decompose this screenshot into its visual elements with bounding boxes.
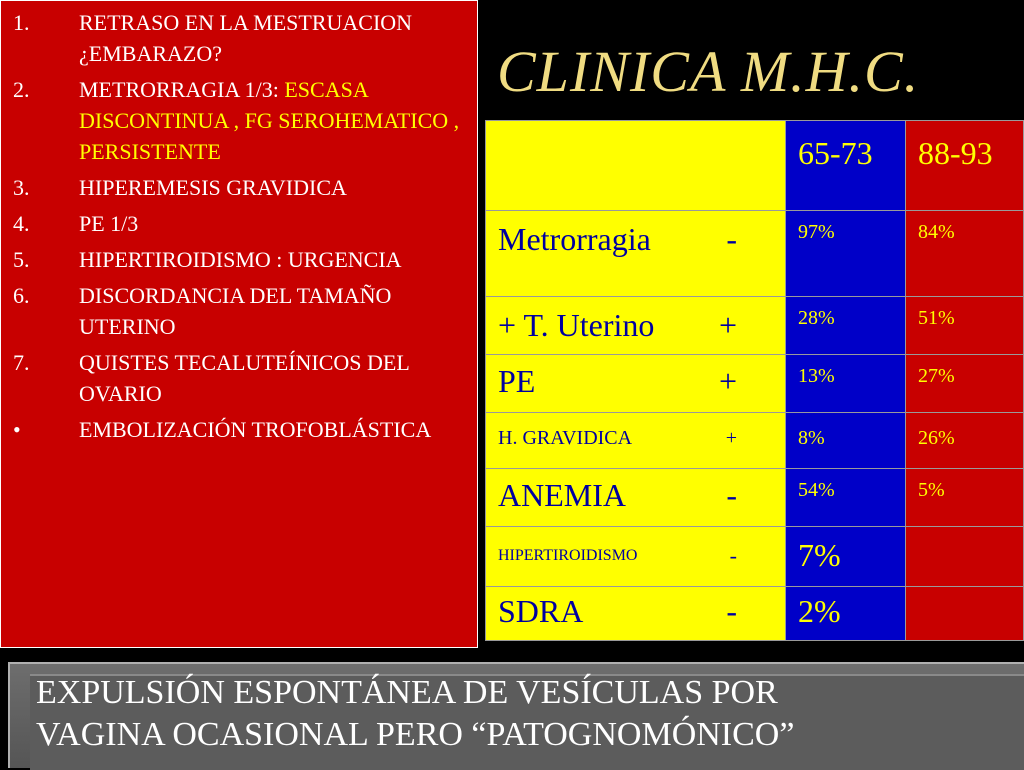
list-item-lead: METRORRAGIA 1/3: bbox=[79, 77, 285, 102]
list-item bbox=[13, 280, 463, 342]
banner-line: VAGINA OCASIONAL PERO “PATOGNOMÓNICO” bbox=[36, 716, 795, 753]
value-cell bbox=[786, 469, 906, 527]
header-label: 88-93 bbox=[918, 135, 993, 171]
value-cell bbox=[786, 355, 906, 413]
row-sign: - bbox=[726, 593, 737, 629]
value-cell bbox=[906, 355, 1024, 413]
list-item bbox=[13, 347, 463, 409]
row-sign: + bbox=[718, 363, 737, 399]
row-label-cell bbox=[486, 297, 786, 355]
list-marker: 1. bbox=[13, 10, 30, 35]
row-label: + T. Uterino bbox=[498, 307, 655, 343]
row-label-cell bbox=[486, 211, 786, 297]
list-item-text: DISCORDANCIA DEL TAMAÑO UTERINO bbox=[79, 283, 392, 339]
table-row bbox=[486, 297, 1024, 355]
list-item bbox=[13, 414, 463, 445]
header-cell-label bbox=[486, 121, 786, 211]
row-label: PE bbox=[498, 363, 536, 399]
value-cell bbox=[906, 587, 1024, 641]
row-label-cell bbox=[486, 469, 786, 527]
header-label: 65-73 bbox=[798, 135, 873, 171]
row-sign: + bbox=[718, 307, 737, 343]
value-88-93 bbox=[918, 527, 1023, 533]
row-label: Metrorragia bbox=[498, 221, 651, 257]
value-88-93: 5% bbox=[918, 479, 945, 501]
header-cell-88-93 bbox=[906, 121, 1024, 211]
value-65-73: 97% bbox=[798, 221, 835, 243]
list-item bbox=[13, 172, 463, 203]
list-marker: 6. bbox=[13, 283, 30, 308]
list-marker: 2. bbox=[13, 77, 30, 102]
row-sign: - bbox=[726, 221, 737, 257]
signs-list bbox=[1, 1, 477, 445]
list-marker: 7. bbox=[13, 350, 30, 375]
value-65-73: 28% bbox=[798, 307, 835, 329]
row-label-cell bbox=[486, 587, 786, 641]
value-88-93: 26% bbox=[918, 427, 955, 449]
list-item bbox=[13, 7, 463, 69]
table-row bbox=[486, 413, 1024, 469]
list-item-text bbox=[79, 74, 463, 167]
list-item-text: HIPEREMESIS GRAVIDICA bbox=[79, 175, 347, 200]
value-cell bbox=[786, 587, 906, 641]
value-cell bbox=[906, 527, 1024, 587]
value-cell bbox=[786, 413, 906, 469]
value-88-93: 27% bbox=[918, 365, 955, 387]
table-row bbox=[486, 469, 1024, 527]
table-row bbox=[486, 355, 1024, 413]
value-cell bbox=[906, 469, 1024, 527]
value-cell bbox=[786, 527, 906, 587]
page-title: CLINICA M.H.C. bbox=[497, 39, 920, 104]
value-65-73: 54% bbox=[798, 479, 835, 501]
statistics-table bbox=[485, 120, 1024, 641]
value-cell bbox=[786, 297, 906, 355]
row-label-cell bbox=[486, 527, 786, 587]
list-marker: 3. bbox=[13, 175, 30, 200]
list-item bbox=[13, 208, 463, 239]
row-label: ANEMIA bbox=[498, 477, 626, 513]
value-65-73: 8% bbox=[798, 427, 825, 449]
table-header-row bbox=[486, 121, 1024, 211]
row-sign: - bbox=[729, 543, 737, 568]
list-item-text: QUISTES TECALUTEÍNICOS DEL OVARIO bbox=[79, 350, 409, 406]
value-65-73: 13% bbox=[798, 365, 835, 387]
value-88-93: 84% bbox=[918, 221, 955, 243]
list-marker: • bbox=[13, 417, 21, 442]
value-65-73: 7% bbox=[798, 537, 841, 573]
row-label: H. GRAVIDICA bbox=[498, 427, 633, 449]
list-marker: 5. bbox=[13, 247, 30, 272]
header-cell-65-73 bbox=[786, 121, 906, 211]
row-label-cell bbox=[486, 413, 786, 469]
footer-banner-text bbox=[36, 672, 1016, 756]
row-label-cell bbox=[486, 355, 786, 413]
row-label: SDRA bbox=[498, 593, 584, 629]
list-item-highlight: ESCASA DISCONTINUA , FG SEROHEMATICO , PERSISTENTE bbox=[79, 77, 460, 164]
row-sign: + bbox=[725, 427, 737, 449]
list-item-text: HIPERTIROIDISMO : URGENCIA bbox=[79, 247, 402, 272]
banner-line: EXPULSIÓN ESPONTÁNEA DE VESÍCULAS POR bbox=[36, 674, 778, 711]
value-cell bbox=[906, 413, 1024, 469]
value-88-93: 51% bbox=[918, 307, 955, 329]
list-item-text: PE 1/3 bbox=[79, 211, 139, 236]
value-cell bbox=[906, 211, 1024, 297]
row-label: HIPERTIROIDISMO bbox=[498, 547, 638, 564]
row-sign: - bbox=[726, 477, 737, 513]
list-item-text: EMBOLIZACIÓN TROFOBLÁSTICA bbox=[79, 417, 432, 442]
table-row bbox=[486, 211, 1024, 297]
value-65-73: 2% bbox=[798, 593, 841, 629]
table-row bbox=[486, 587, 1024, 641]
value-cell bbox=[786, 211, 906, 297]
list-item-text: RETRASO EN LA MESTRUACION ¿EMBARAZO? bbox=[79, 10, 413, 66]
list-item bbox=[13, 244, 463, 275]
signs-list-panel bbox=[0, 0, 478, 648]
value-88-93 bbox=[918, 587, 1023, 593]
list-marker: 4. bbox=[13, 211, 30, 236]
list-item bbox=[13, 74, 463, 167]
table-row bbox=[486, 527, 1024, 587]
value-cell bbox=[906, 297, 1024, 355]
